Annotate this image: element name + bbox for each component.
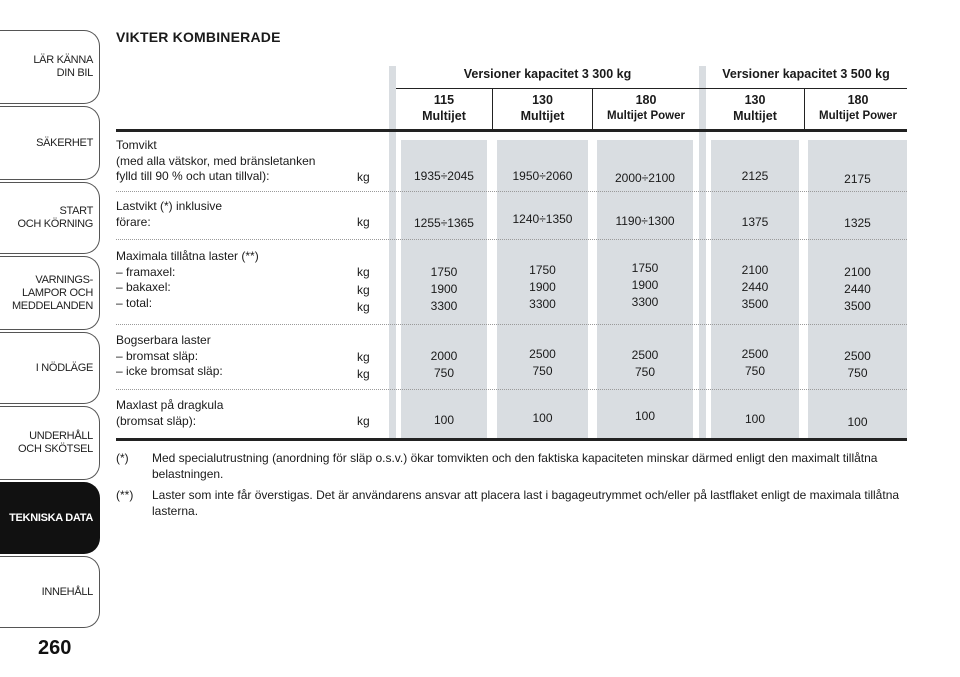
- row-label-tomvikt: Tomvikt (med alla vätskor, med bränsletanken fylld till 90 % och utan tillval):: [116, 138, 316, 183]
- value-cell: 2125: [741, 169, 769, 183]
- value-cell: 100: [433, 413, 455, 427]
- value-cell: 1240÷1350: [512, 212, 573, 226]
- unit-label: kg: [357, 265, 370, 279]
- value-cell: 100: [847, 415, 868, 429]
- version-number: 130: [532, 93, 553, 107]
- column-divider-shade: [699, 66, 706, 440]
- version-header: [593, 92, 699, 124]
- version-header: [493, 92, 592, 124]
- footnote-mark: (**): [116, 488, 134, 502]
- value-cell: 1950÷2060: [512, 169, 573, 183]
- value-cell: 1190÷1300: [615, 214, 675, 228]
- version-number: 130: [744, 93, 766, 107]
- tab-varningslampor[interactable]: VARNINGS- LAMPOR OCH MEDDELANDEN: [0, 256, 100, 330]
- footnote: [116, 487, 916, 521]
- value-cell: 2100 2440 3500: [741, 263, 769, 311]
- footnote-text: Laster som inte får överstigas. Det är användarens ansvar att placera last i bagageutrymmet och/eller på lastflaket enligt de maximala tillåtna lasterna.: [152, 488, 900, 518]
- value-cell: 2500 750: [529, 347, 556, 378]
- row-separator: [116, 239, 907, 240]
- value-cell: 1325: [844, 216, 871, 230]
- tab-i-nodlage[interactable]: I NÖDLÄGE: [0, 332, 100, 404]
- row-label-dragkula: Maxlast på dragkula (bromsat släp):: [116, 398, 224, 428]
- row-separator: [116, 324, 907, 325]
- row-label-maxlast: Maximala tillåtna laster (**) – framaxel: – bakaxel: – total:: [116, 249, 259, 310]
- unit-label: kg: [357, 300, 370, 314]
- value-cell: 2175: [844, 172, 871, 186]
- version-header: [396, 92, 492, 124]
- value-cell: 2000 750: [430, 349, 458, 380]
- footnote: [116, 450, 916, 484]
- header-bottom-rule: [116, 129, 907, 132]
- version-engine: Multijet Power: [819, 110, 897, 122]
- version-engine: Multijet Power: [607, 110, 685, 122]
- value-cell: 1750 1900 3300: [631, 261, 659, 309]
- header-rule: [396, 88, 907, 89]
- tab-underhall-och-skotsel[interactable]: UNDERHÅLL OCH SKÖTSEL: [0, 406, 100, 480]
- unit-label: kg: [357, 283, 370, 297]
- tab-innehall[interactable]: INNEHÅLL: [0, 556, 100, 628]
- row-separator: [116, 389, 907, 390]
- version-number: 115: [433, 93, 455, 107]
- row-label-bogserbara: Bogserbara laster – bromsat släp: – icke bromsat släp:: [116, 333, 223, 378]
- group-header-3500: Versioner kapacitet 3 500 kg: [722, 67, 890, 81]
- footnote-text: Med specialutrustning (anordning för släp o.s.v.) ökar tomvikten och den faktiska kapaciteten minskar därmed enligt den maximalt tillåtna belastningen.: [152, 451, 878, 481]
- version-number: 180: [635, 93, 657, 107]
- version-header: [706, 92, 804, 124]
- version-engine: Multijet: [422, 109, 466, 123]
- column-divider-shade: [389, 66, 396, 440]
- value-cell: 2500 750: [741, 347, 769, 378]
- value-cell: 100: [634, 409, 656, 423]
- unit-label: kg: [357, 170, 370, 184]
- value-cell: 1255÷1365: [414, 216, 474, 230]
- page-title: VIKTER KOMBINERADE: [116, 29, 281, 45]
- unit-label: kg: [357, 215, 370, 229]
- tab-lar-kanna-din-bil[interactable]: LÄR KÄNNA DIN BIL: [0, 30, 100, 104]
- tab-tekniska-data[interactable]: TEKNISKA DATA: [0, 482, 100, 554]
- value-cell: 1750 1900 3300: [529, 263, 556, 311]
- unit-label: kg: [357, 414, 370, 428]
- version-engine: Multijet: [520, 109, 565, 123]
- version-engine: Multijet: [733, 109, 777, 123]
- group-header-3300: Versioner kapacitet 3 300 kg: [463, 67, 632, 81]
- unit-label: kg: [357, 350, 370, 364]
- unit-label: kg: [357, 367, 370, 381]
- value-cell: 100: [532, 411, 553, 425]
- version-number: 180: [847, 93, 869, 107]
- value-cell: 1935÷2045: [414, 169, 474, 183]
- page-number: 260: [38, 637, 72, 659]
- value-cell: 2500 750: [844, 349, 871, 380]
- value-cell: 1750 1900 3300: [430, 265, 458, 313]
- footnote-mark: (*): [116, 451, 129, 465]
- row-separator: [116, 191, 907, 192]
- value-cell: 2000÷2100: [615, 171, 675, 185]
- table-bottom-rule: [116, 438, 907, 441]
- version-header: [805, 92, 911, 124]
- tab-start-och-korning[interactable]: START OCH KÖRNING: [0, 182, 100, 254]
- value-cell: 100: [744, 412, 766, 426]
- value-cell: 1375: [741, 215, 769, 229]
- value-cell: 2100 2440 3500: [844, 265, 871, 313]
- row-label-lastvikt: Lastvikt (*) inklusive förare:: [116, 199, 223, 229]
- value-cell: 2500 750: [631, 348, 659, 379]
- tab-sakerhet[interactable]: SÄKERHET: [0, 106, 100, 180]
